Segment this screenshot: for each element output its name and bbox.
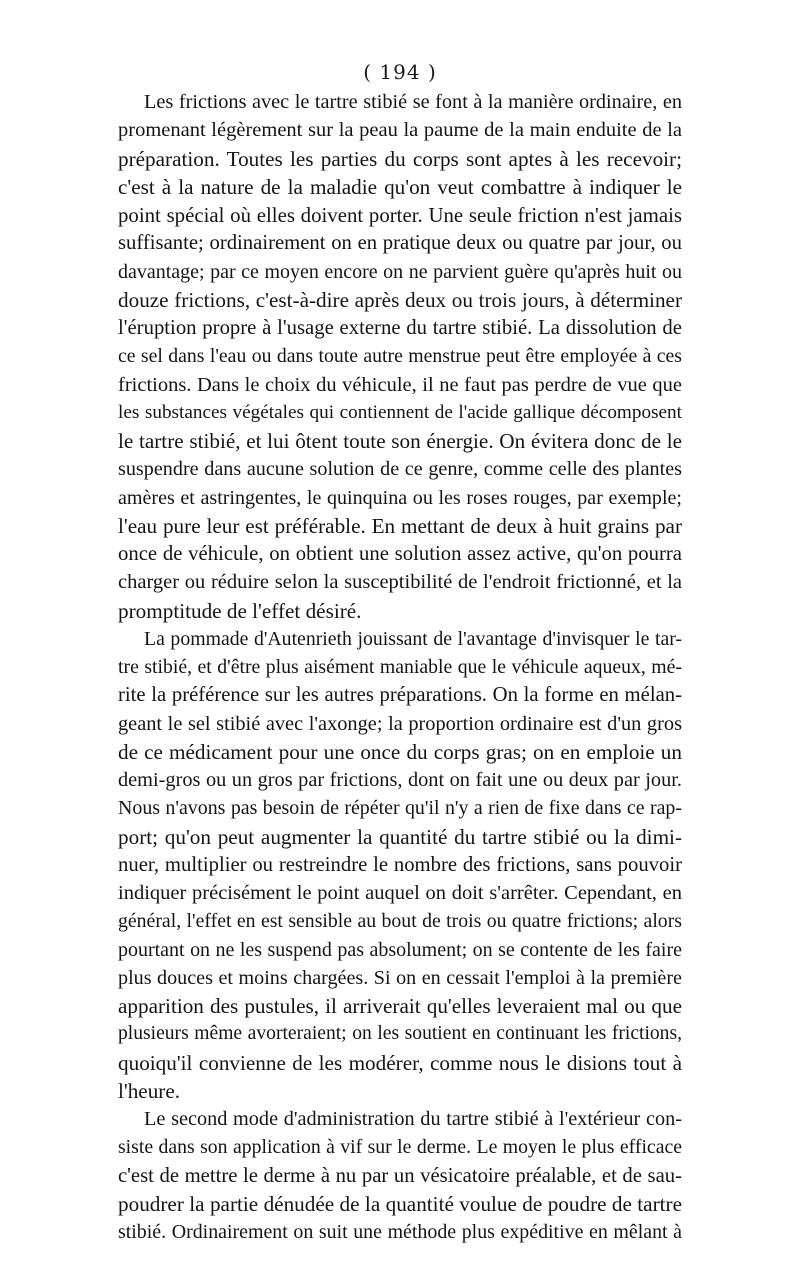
text-line: demi-gros ou un gros par frictions, dont on fait une ou deux par jour. — [118, 769, 682, 791]
text-line: c'est à la nature de la maladie qu'on veut combattre à indiquer le — [118, 174, 682, 199]
text-line: nuer, multiplier ou restreindre le nombre des frictions, sans pouvoir — [118, 853, 682, 876]
paragraph — [118, 1105, 682, 1246]
text-line: douze frictions, c'est-à-dire après deux ou trois jours, à déterminer — [118, 287, 682, 312]
text-line: les substances végétales qui contiennent de l'acide gallique décomposent — [118, 401, 682, 423]
text-line: tre stibié, et d'être plus aisément maniable que le véhicule aqueux, mé- — [118, 656, 682, 678]
text-line: stibié. Ordinairement on suit une méthode plus expéditive en mêlant à — [118, 1221, 682, 1243]
text-line: point spécial où elles doivent porter. Une seule friction n'est jamais — [118, 203, 682, 227]
text-line: once de véhicule, on obtient une solution assez active, qu'on pourra — [118, 543, 682, 565]
text-line: poudrer la partie dénudée de la quantité voulue de poudre de tartre — [118, 1191, 682, 1216]
page-number: ( 194 ) — [363, 60, 437, 84]
text-line: plus douces et moins chargées. Si on en cessait l'emploi à la première — [118, 966, 682, 989]
text-line: le tartre stibié, et lui ôtent toute son énergie. On évitera donc de le — [118, 429, 682, 453]
text-line: charger ou réduire selon la susceptibilité de l'endroit frictionné, et la — [118, 571, 682, 594]
text-line: geant le sel stibié avec l'axonge; la proportion ordinaire est d'un gros — [118, 712, 682, 735]
text-line: suspendre dans aucune solution de ce genre, comme celle des plantes — [118, 458, 682, 481]
text-line: rite la préférence sur les autres préparations. On la forme en mélan- — [118, 684, 682, 707]
text-line: siste dans son application à vif sur le derme. Le moyen le plus efficace — [118, 1136, 682, 1159]
text-line: ce sel dans l'eau ou dans toute autre menstrue peut être employée à ces — [118, 345, 682, 368]
text-line: apparition des pustules, il arriverait qu'elles leveraient mal ou que — [118, 994, 682, 1018]
text-line: promenant légèrement sur la peau la paume de la main enduite de la — [118, 119, 682, 142]
text-line: général, l'effet en est sensible au bout de trois ou quatre frictions; alors — [118, 910, 682, 933]
text-line: Le second mode d'administration du tartre stibié à l'extérieur con- — [144, 1108, 682, 1130]
text-line: promptitude de l'effet désiré. — [118, 598, 362, 623]
text-line: Les frictions avec le tartre stibié se font à la manière ordinaire, en — [144, 91, 682, 113]
text-line: frictions. Dans le choix du véhicule, il ne faut pas perdre de vue que — [118, 373, 682, 396]
text-line: indiquer précisément le point auquel on doit s'arrêter. Cependant, en — [118, 882, 682, 904]
text-line: davantage; par ce moyen encore on ne parvient guère qu'après huit ou — [118, 260, 682, 283]
text-line: l'eau pure leur est préférable. En mettant de deux à huit grains par — [118, 513, 682, 538]
text-line: amères et astringentes, le quinquina ou les roses rouges, par exemple; — [118, 486, 682, 509]
paragraph — [118, 88, 682, 625]
text-line: Nous n'avons pas besoin de répéter qu'il n'y a rien de fixe dans ce rap- — [118, 797, 682, 820]
text-line: c'est de mettre le derme à nu par un vésicatoire préalable, et de sau- — [118, 1164, 682, 1187]
text-line: l'heure. — [118, 1078, 181, 1103]
text-line: port; qu'on peut augmenter la quantité du tartre stibié ou la dimi- — [118, 824, 682, 849]
text-line: pourtant on ne les suspend pas absolument; on se contente de les faire — [118, 938, 682, 961]
paragraph — [118, 625, 682, 1105]
text-line: La pommade d'Autenrieth jouissant de l'avantage d'invisquer le tar- — [144, 627, 682, 650]
text-line: l'éruption propre à l'usage externe du tartre stibié. La dissolution de — [118, 317, 682, 339]
text-line: suffisante; ordinairement on en pratique deux ou quatre par jour, ou — [118, 232, 682, 255]
text-line: de ce médicament pour une once du corps gras; on en emploie un — [118, 739, 682, 764]
text-line: préparation. Toutes les parties du corps sont aptes à les recevoir; — [118, 146, 682, 171]
text-line: quoiqu'il convienne de les modérer, comme nous le disions tout à — [118, 1050, 682, 1075]
text-line: plusieurs même avorteraient; on les soutient en continuant les frictions, — [118, 1023, 682, 1045]
body-text — [118, 88, 682, 1246]
